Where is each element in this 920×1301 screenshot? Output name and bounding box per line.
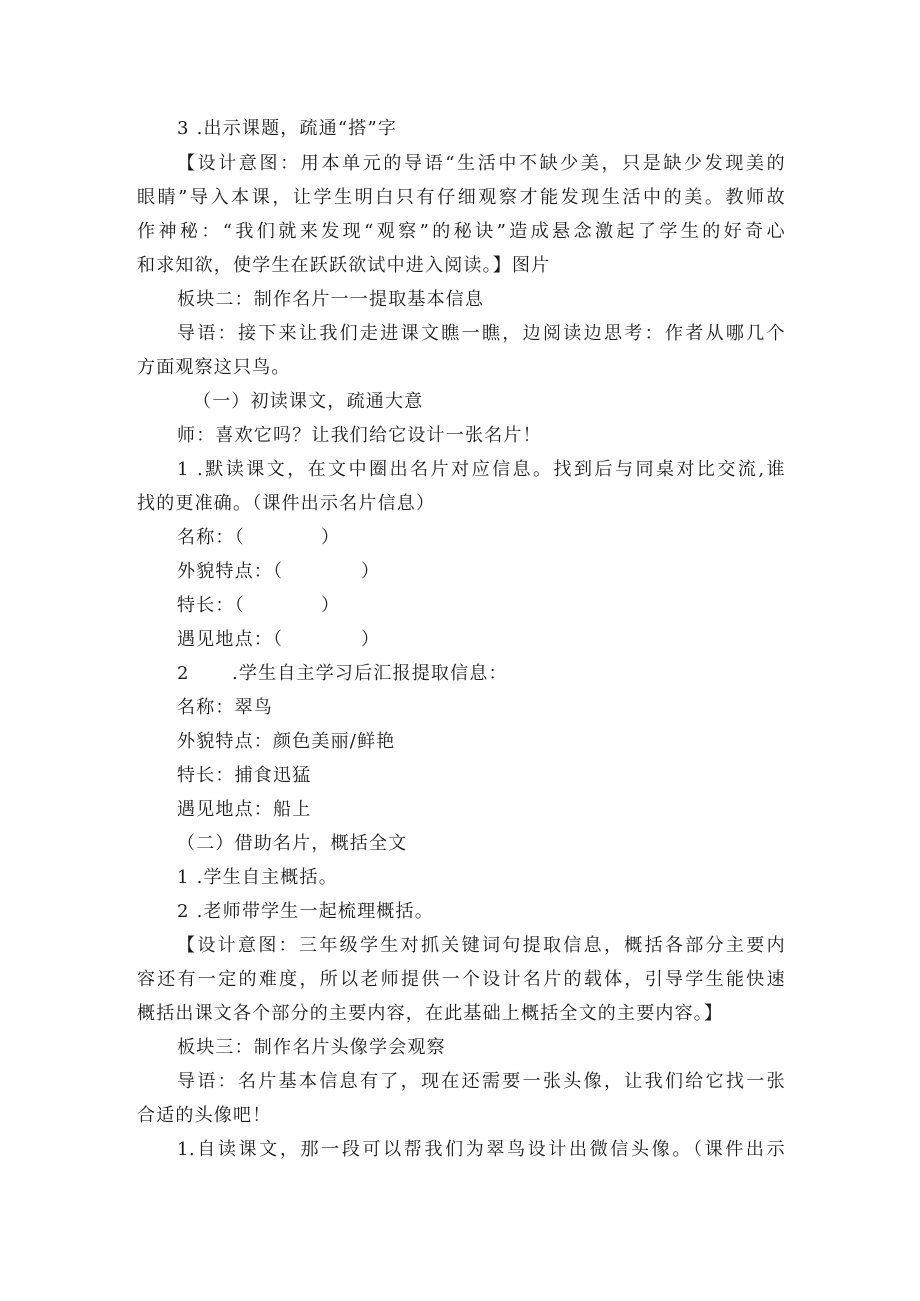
paragraph-line: 【设计意图：用本单元的导语“生活中不缺少美，只是缺少发现美的 (177, 153, 785, 174)
card-field-place-close: ） (361, 629, 381, 650)
subsection-heading: （一）初读课文，疏通大意 (193, 391, 424, 412)
paragraph-line: 【设计意图：三年级学生对抓关键词句提取信息，概括各部分主要内 (177, 935, 785, 956)
card-field-appearance-close: ） (361, 561, 381, 582)
paragraph-line: 导语：接下来让我们走进课文瞧一瞧，边阅读边思考：作者从哪几个 (177, 323, 785, 344)
paragraph-line: 眼睛”导入本课，让学生明白只有仔细观察才能发现生活中的美。教师故 (137, 187, 785, 208)
paragraph-line: 合适的头像吧！ (137, 1105, 272, 1126)
paragraph-line: 师：喜欢它吗？让我们给它设计一张名片！ (177, 425, 542, 446)
card-answer-place: 遇见地点：船上 (177, 799, 312, 820)
card-answer-appearance: 外貌特点：颜色美丽/鲜艳 (177, 731, 396, 752)
paragraph-line: 找的更准确。（课件出示名片信息） (137, 493, 436, 514)
paragraph-line: 方面观察这只鸟。 (137, 357, 291, 378)
card-field-name-close: ） (321, 527, 341, 548)
card-field-place-label: 遇见地点：（ (177, 629, 284, 650)
paragraph-line: 作神秘：“我们就来发现“观察”的秘诀”造成悬念激起了学生的好奇心 (137, 221, 785, 242)
paragraph-line: .学生自主学习后汇报提取信息： (232, 663, 508, 684)
subsection-heading: （二）借助名片，概括全文 (177, 833, 408, 854)
card-answer-skill: 特长：捕食迅猛 (177, 765, 312, 786)
paragraph-line: 2 .老师带学生一起梳理概括。 (177, 901, 434, 922)
section-heading: 板块三：制作名片头像学会观察 (177, 1037, 446, 1058)
paragraph-line: 和求知欲，使学生在跃跃欲试中进入阅读。】图片 (137, 255, 551, 276)
section-heading: 板块二：制作名片一一提取基本信息 (177, 289, 485, 310)
paragraph-line: 容还有一定的难度，所以老师提供一个设计名片的载体，引导学生能快速 (137, 969, 785, 990)
paragraph-line: 1 .学生自主概括。 (177, 867, 338, 888)
paragraph-line: 概括出课文各个部分的主要内容，在此基础上概括全文的主要内容。】 (137, 1003, 724, 1024)
paragraph-line: 1.自读课文，那一段可以帮我们为翠鸟设计出微信头像。（课件出示 (177, 1139, 785, 1160)
paragraph-line: 导语：名片基本信息有了，现在还需要一张头像，让我们给它找一张 (177, 1071, 785, 1092)
card-field-appearance-label: 外貌特点：（ (177, 561, 284, 582)
list-number: 2 (177, 663, 190, 684)
card-field-name-label: 名称：（ (177, 527, 245, 548)
paragraph-line: 3 .出示课题，疏通“搭”字 (177, 118, 398, 139)
card-field-skill-close: ） (321, 595, 341, 616)
paragraph-line: 1 .默读课文，在文中圈出名片对应信息。找到后与同桌对比交流,谁 (177, 459, 785, 480)
card-field-skill-label: 特长：（ (177, 595, 245, 616)
card-answer-name: 名称：翠鸟 (177, 697, 273, 718)
